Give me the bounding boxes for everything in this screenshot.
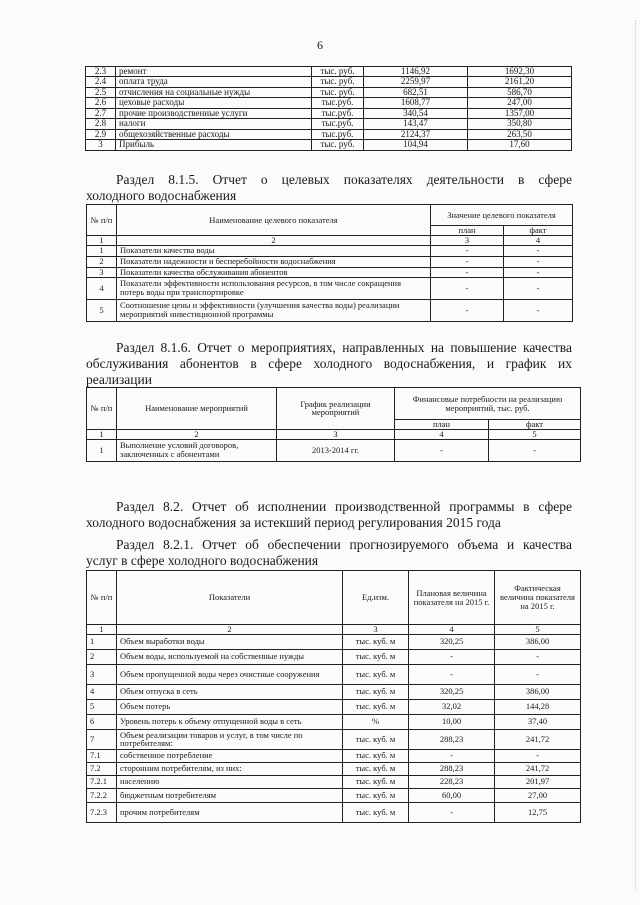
table-row: 2.8 налоги тыс.руб. 143,47 350,80 <box>86 119 572 129</box>
table-row: 6 Уровень потерь к объему отпущенной воды в сеть % 10,00 37,40 <box>87 714 581 729</box>
table-row: 2.6 цеховые расходы тыс.руб. 1608,77 247,00 <box>86 98 572 108</box>
table-row: 3 Прибыль тыс. руб. 104,94 17,60 <box>86 140 572 150</box>
table-row: 2.4 оплата труда тыс. руб. 2259,97 2161,20 <box>86 77 572 87</box>
table-row: 2.9 общехозяйственные расходы тыс.руб. 2124,37 263,50 <box>86 129 572 139</box>
table-row: 7.2.1 населению тыс. куб. м 228,23 201,97 <box>87 775 581 788</box>
table-row: 7.1 собственное потребление тыс. куб. м - - <box>87 749 581 762</box>
table-row: 7.2 сторонним потребителям, из них: тыс. куб. м 288,23 241,72 <box>87 762 581 775</box>
col-name: Наименование целевого показателя <box>117 205 431 236</box>
col-value: Значение целевого показателя <box>431 205 573 226</box>
col-fact: факт <box>504 226 573 236</box>
table-row: 3 Показатели качества обслуживания абонентов - - <box>87 267 573 277</box>
table-row: 4 Показатели эффективности использования ресурсов, в том числе сокращения потерь воды при транспортировке - - <box>87 277 573 299</box>
col-name: Показатели <box>117 571 343 625</box>
production-volume-table: № п/п Показатели Ед.изм. Плановая величина показателя на 2015 г. Фактическая величина показателя на 2015 г. 1 2 3 4 5 1 Объем выработки воды тыс. куб. м 320,25 386,00 2 Объем воды, используемой на собственные нужды тыс. куб. м - - 3 Объем пропущенной воды через очистные сооружения тыс. куб. м - - 4 Объем отпуска в сеть тыс. куб. м 320,25 386,00 5 Объем потерь тыс. куб. м 32,02 144,28 6 Уровень потерь к объему отпущенной воды в сеть % 10,00 37,40 7 Объем реализации товаров и услуг, в том числе по потребителям: тыс. куб. м 288,23 241,72 7.1 собственное потребление тыс. куб. м - - 7.2 сторонним потребителям, из них: тыс. куб. м 288,23 241,72 7.2.1 населению тыс. куб. м 228,23 201,97 7.2.2 бюджетным потребителям тыс. куб. м 60,00 27,00 7.2.3 прочим потребителям тыс. куб. м - 12,75 <box>86 570 581 823</box>
col-num: № п/п <box>87 388 117 430</box>
table-row: 7.2.3 прочим потребителям тыс. куб. м - 12,75 <box>87 802 581 822</box>
table-row: 1 Выполнение условий договоров, заключенных с абонентами 2013-2014 гг. - - <box>87 439 581 461</box>
col-plan: план <box>431 226 504 236</box>
section-8-1-6-heading: Раздел 8.1.6. Отчет о мероприятиях, направленных на повышение качества обслуживания абонентов в сфере холодного водоснабжения, и график их реализации <box>86 340 572 387</box>
col-num: № п/п <box>87 205 117 236</box>
target-indicators-table: № п/п Наименование целевого показателя Значение целевого показателя план факт 1 2 3 4 1 Показатели качества воды - - 2 Показатели надежности и бесперебойности водоснабжения - - 3 Показатели качества обслуживания абонентов - - 4 Показатели эффективности использования ресурсов, в том числе сокращения потерь воды при транспортировке - - 5 Соотношение цены и эффективности (улучшения качества воды) реализации мероприятий инвестиционной программы - - <box>86 204 573 322</box>
table-row: 7.2.2 бюджетным потребителям тыс. куб. м 60,00 27,00 <box>87 788 581 802</box>
col-schedule: График реализации мероприятий <box>277 388 395 430</box>
col-plan: план <box>395 420 489 430</box>
cost-table <box>85 66 572 151</box>
table-row: 1 Показатели качества воды - - <box>87 245 573 256</box>
table-row: 2.5 отчисления на социальные нужды тыс. руб. 682,51 586,70 <box>86 87 572 97</box>
page-number: 6 <box>317 38 323 52</box>
table-row: 2.3 ремонт тыс. руб. 1146,92 1692,30 <box>86 67 572 77</box>
section-8-1-5-heading: Раздел 8.1.5. Отчет о целевых показателях деятельности в сфере холодного водоснабжения <box>86 172 572 203</box>
table-row: 2 Объем воды, используемой на собственные нужды тыс. куб. м - - <box>87 649 581 664</box>
measures-table: № п/п Наименование мероприятий График реализации мероприятий Финансовые потребности на реализацию мероприятий, тыс. руб. план факт 1 2 3 4 5 1 Выполнение условий договоров, заключенных с абонентами 2013-2014 гг. - - <box>86 387 581 462</box>
col-unit: Ед.изм. <box>343 571 409 625</box>
col-name: Наименование мероприятий <box>117 388 277 430</box>
section-8-2-1-heading: Раздел 8.2.1. Отчет об обеспечении прогнозируемого объема и качества услуг в сфере холодного водоснабжения <box>86 537 572 568</box>
table-row: 5 Соотношение цены и эффективности (улучшения качества воды) реализации мероприятий инвестиционной программы - - <box>87 299 573 321</box>
table-row: 2 Показатели надежности и бесперебойности водоснабжения - - <box>87 256 573 267</box>
table-row: 5 Объем потерь тыс. куб. м 32,02 144,28 <box>87 699 581 714</box>
table-row: 4 Объем отпуска в сеть тыс. куб. м 320,25 386,00 <box>87 684 581 699</box>
col-fact: факт <box>489 420 581 430</box>
col-fact: Фактическая величина показателя на 2015 г. <box>495 571 581 625</box>
scan-edge <box>634 20 636 890</box>
table-row: 3 Объем пропущенной воды через очистные сооружения тыс. куб. м - - <box>87 664 581 684</box>
section-8-2-heading: Раздел 8.2. Отчет об исполнении производственной программы в сфере холодного водоснабжения за истекший период регулирования 2015 года <box>86 499 572 530</box>
col-num: № п/п <box>87 571 117 625</box>
col-finance: Финансовые потребности на реализацию мероприятий, тыс. руб. <box>395 388 581 420</box>
table-row: 1 Объем выработки воды тыс. куб. м 320,25 386,00 <box>87 634 581 649</box>
table-row: 2.7 прочие производственные услуги тыс.руб. 340,54 1357,00 <box>86 108 572 118</box>
col-plan: Плановая величина показателя на 2015 г. <box>409 571 495 625</box>
table-row: 7 Объем реализации товаров и услуг, в том числе по потребителям: тыс. куб. м 288,23 241,72 <box>87 729 581 749</box>
